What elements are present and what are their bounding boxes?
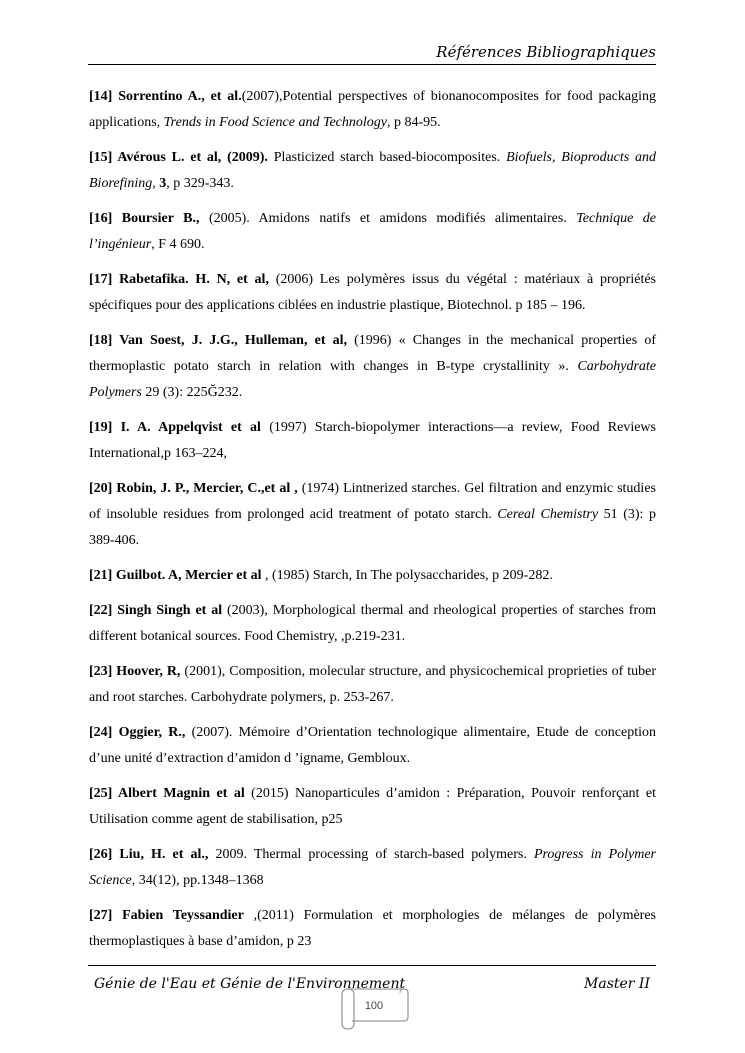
header-title: Références Bibliographiques (436, 43, 656, 61)
reference-label: [17] Rabetafika. H. N, et al, (89, 272, 269, 287)
reference-label: [25] Albert Magnin et al (89, 786, 245, 801)
reference-label: [27] Fabien Teyssandier (89, 908, 244, 923)
page-number: 100 (364, 1000, 384, 1012)
reference-source: Trends in Food Science and Technology (163, 115, 387, 130)
reference-entry (89, 659, 656, 711)
reference-label: [23] Hoover, R, (89, 664, 181, 679)
reference-text: , F 4 690. (151, 237, 205, 252)
reference-entry (89, 267, 656, 319)
reference-source: Biofuels, Bioproducts and Biorefining, (89, 150, 656, 191)
reference-label: [20] Robin, J. P., Mercier, C.,et al , (89, 481, 298, 496)
reference-text: (2007). Mémoire d’Orientation technologique alimentaire, Etude de conception d’une unité d’extraction d’amidon d ’igname, Gembloux. (89, 725, 656, 766)
reference-text: 51 (3): p 389-406. (89, 507, 656, 548)
reference-text: (1974) Lintnerized starches. Gel filtration and enzymic studies of insoluble residues from prolonged acid treatment of potato starch. (89, 481, 656, 522)
reference-text: (2001), Composition, molecular structure, and physicochemical proprieties of tuber and root starches. Carbohydrate polymers, p. 253-267. (89, 664, 656, 705)
reference-text: 29 (3): 225Ğ232. (141, 385, 243, 400)
reference-entry (89, 415, 656, 467)
reference-label: [15] Avérous L. et al, (2009). (89, 150, 268, 165)
reference-text: (2003), Morphological thermal and rheological properties of starches from different botanical sources. Food Chemistry, ,p.219-231. (89, 603, 656, 644)
reference-label: [16] Boursier B., (89, 211, 200, 226)
page-number-scroll (338, 983, 410, 1031)
reference-text: 2009. Thermal processing of starch-based polymers. (208, 847, 534, 862)
reference-label: [18] Van Soest, J. J.G., Hulleman, et al, (89, 333, 347, 348)
reference-entry (89, 206, 656, 258)
reference-label: [22] Singh Singh et al (89, 603, 223, 618)
reference-source: Technique de l’ingénieur (89, 211, 657, 252)
footer-degree: Master II (584, 976, 650, 992)
reference-entry (89, 842, 656, 894)
reference-label: [14] Sorrentino A., et al. (89, 89, 242, 104)
reference-source: Carbohydrate Polymers (89, 359, 656, 400)
reference-entry (89, 781, 656, 833)
reference-entry (89, 328, 656, 406)
reference-entry (89, 720, 656, 772)
page-header (88, 40, 656, 65)
reference-label: [21] Guilbot. A, Mercier et al (89, 568, 262, 583)
page-footer (88, 965, 656, 992)
reference-label: [19] I. A. Appelqvist et al (89, 420, 261, 435)
reference-text: Plasticized starch based-biocomposites. (267, 150, 507, 165)
reference-text: , p 329-343. (166, 176, 234, 191)
reference-label: 3 (159, 176, 167, 191)
reference-entry (89, 476, 656, 554)
reference-text: (1996) « Changes in the mechanical properties of thermoplastic potato starch in relation with changes in B-type crystallinity ». (89, 333, 656, 374)
reference-entry (89, 563, 656, 589)
reference-source: Progress in Polymer Science (89, 847, 657, 888)
reference-text: (2015) Nanoparticules d’amidon : Préparation, Pouvoir renforçant et Utilisation comme agent de stabilisation, p25 (89, 786, 657, 827)
reference-text: ,(2011) Formulation et morphologies de mélanges de polymères thermoplastiques à base d’amidon, p 23 (89, 908, 656, 949)
reference-text: (2007),Potential perspectives of bionanocomposites for food packaging applications, (89, 89, 656, 130)
reference-text: (2006) Les polymères issus du végétal : matériaux à propriétés spécifiques pour des applications ciblées en industrie plastique, Biotechnol. p 185 – 196. (89, 272, 656, 313)
reference-list (89, 84, 656, 964)
reference-text: (1997) Starch-biopolymer interactions—a review, Food Reviews International,p 163–224, (89, 420, 656, 461)
footer-program: Génie de l'Eau et Génie de l'Environnement (94, 976, 406, 992)
reference-text: , p 84-95. (386, 115, 441, 130)
reference-entry (89, 84, 656, 136)
reference-entry (89, 145, 656, 197)
reference-text: (2005). Amidons natifs et amidons modifiés alimentaires. (199, 211, 577, 226)
reference-source: Cereal Chemistry (497, 507, 599, 522)
reference-entry (89, 903, 656, 955)
reference-label: [26] Liu, H. et al., (89, 847, 209, 862)
reference-text: , (1985) Starch, In The polysaccharides, p 209-282. (261, 568, 553, 583)
reference-label: [24] Oggier, R., (89, 725, 186, 740)
reference-entry (89, 598, 656, 650)
reference-text: , 34(12), pp.1348–1368 (131, 873, 264, 888)
